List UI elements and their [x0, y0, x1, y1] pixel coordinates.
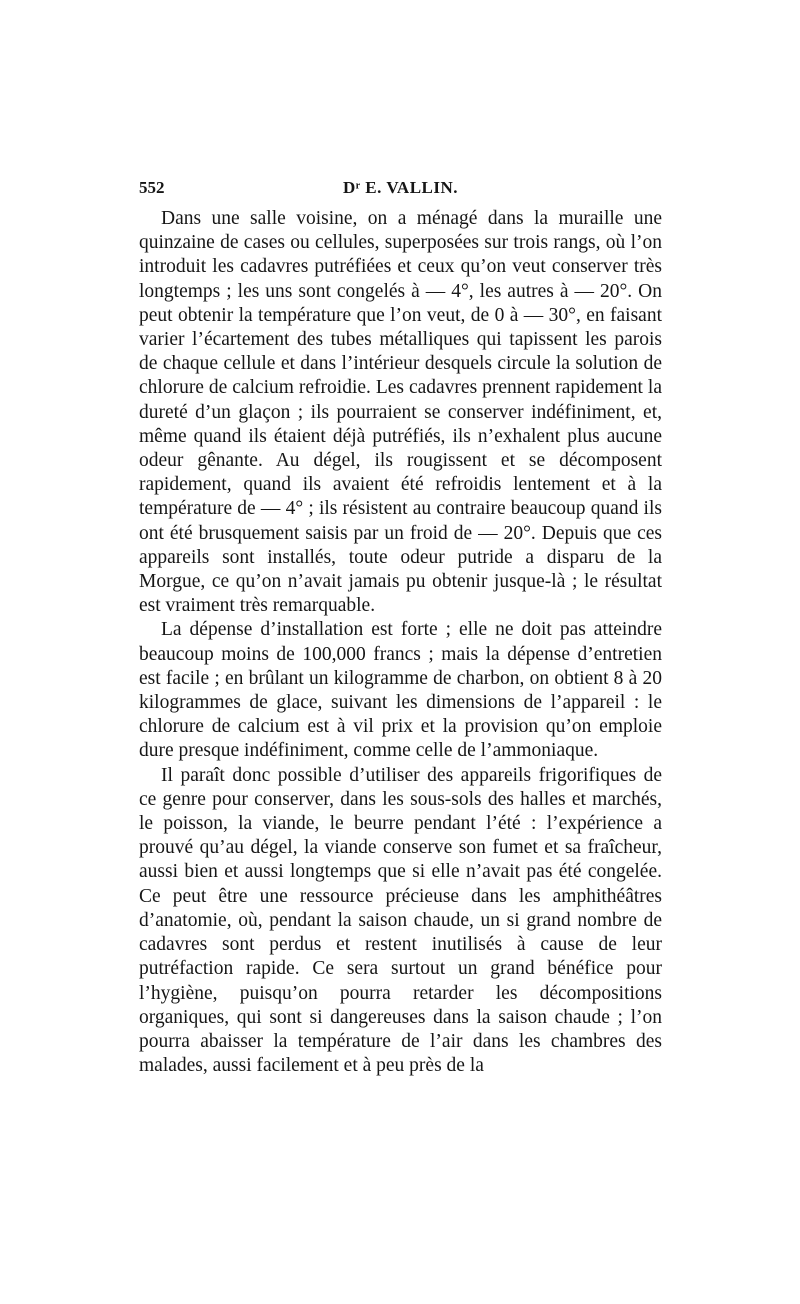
page-number: 552 — [139, 178, 165, 197]
running-head: Dʳ E. VALLIN. — [342, 178, 459, 197]
page-header — [139, 178, 662, 200]
paragraph: Dans une salle voisine, on a ménagé dans la muraille une quinzaine de cases ou cellules, superposées sur trois rangs, où l’on introduit les cadavres putréfiées et ceux qu’on veut conserver très longtemps ; les uns sont congelés à — 4°, les autres à — 20°. On peut obtenir la température que l’on veut, de 0 à — 30°, en faisant varier l’écartement des tubes métalliques qui tapissent les parois de chaque cellule et dans l’intérieur desquels circule la solution de chlorure de calcium refroidie. Les cadavres prennent rapidement la dureté d’un glaçon ; ils pourraient se conserver indéfiniment, et, même quand ils étaient déjà putréfiés, ils n’exhalent plus aucune odeur gênante. Au dégel, ils rougissent et se décomposent rapidement, quand ils avaient été refroidis lentement et à la température de — 4° ; ils résistent au contraire beaucoup quand ils ont été brusquement saisis par un froid de — 20°. Depuis que ces appareils sont installés, toute odeur putride a disparu de la Morgue, ce qu’on n’avait jamais pu obtenir jusque-là ; le résultat est vraiment très remarquable. — [139, 208, 662, 617]
paragraph: Il paraît donc possible d’utiliser des appareils frigorifiques de ce genre pour conserver, dans les sous-sols des halles et marchés, le poisson, la viande, le beurre pendant l’été : l’expérience a prouvé qu’au dégel, la viande conserve son fumet et sa fraîcheur, aussi bien et aussi longtemps que si elle n’avait pas été congelée. Ce peut être une ressource précieuse dans les amphithéâtres d’anatomie, où, pendant la saison chaude, un si grand nombre de cadavres sont perdus et restent inutilisés à cause de leur putréfaction rapide. Ce sera surtout un grand bénéfice pour l’hygiène, puisqu’on pourra retarder les décompositions organiques, qui sont si dangereuses dans la saison chaude ; l’on pourra abaisser la température de l’air dans les chambres des malades, aussi facilement et à peu près de la — [139, 764, 662, 1077]
paragraph: La dépense d’installation est forte ; elle ne doit pas atteindre beaucoup moins de 100,000 francs ; mais la dépense d’entretien est facile ; en brûlant un kilogramme de charbon, on obtient 8 à 20 kilogrammes de glace, suivant les dimensions de l’appareil : le chlorure de calcium est à vil prix et la provision qu’on emploie dure presque indéfiniment, comme celle de l’ammoniaque. — [139, 619, 662, 762]
body-text — [139, 207, 662, 1078]
